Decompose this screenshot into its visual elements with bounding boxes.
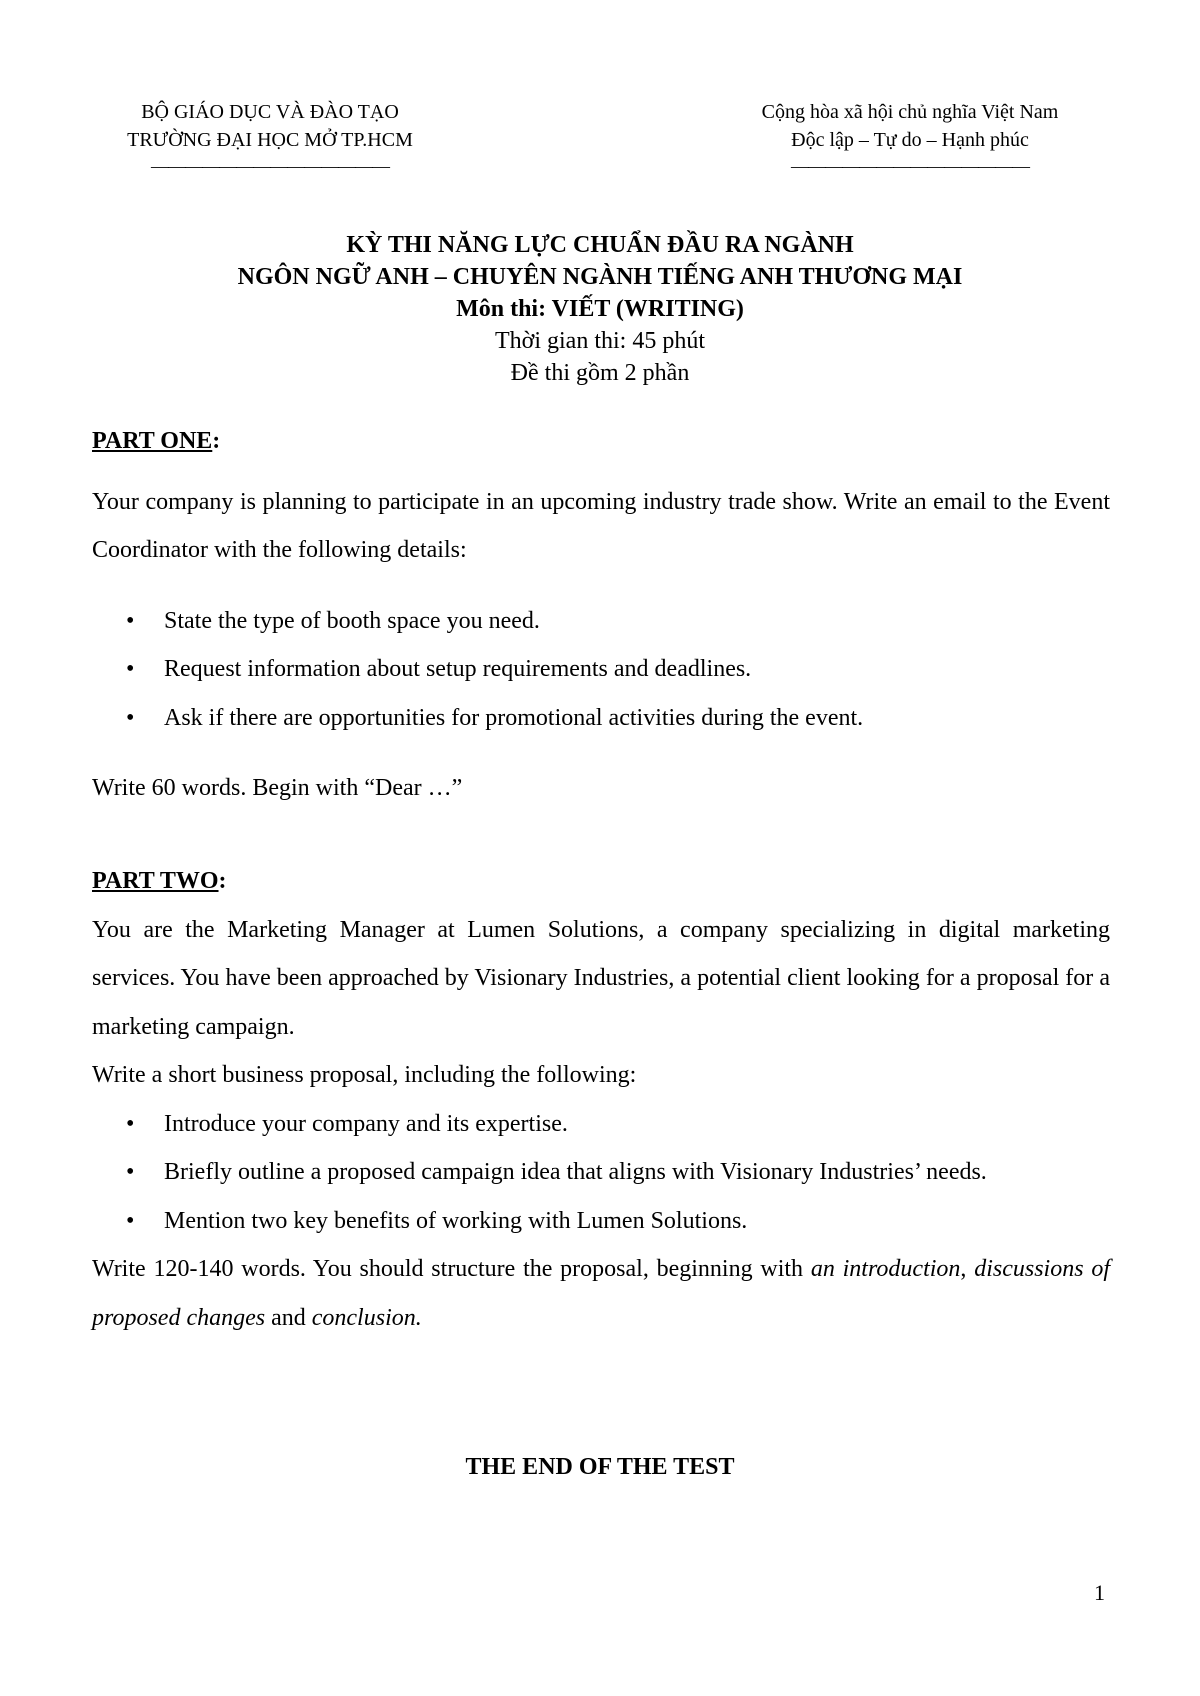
part-two-heading: PART TWO: bbox=[92, 868, 227, 894]
ministry-header bbox=[60, 98, 480, 178]
exam-duration: Thời gian thi: 45 phút bbox=[494, 328, 705, 354]
bullet-icon: • bbox=[126, 656, 135, 682]
bullet-icon: • bbox=[126, 607, 135, 634]
part-two-lead: Write a short business proposal, including the following: bbox=[92, 1062, 637, 1088]
ministry-name: BỘ GIÁO DỤC VÀ ĐÀO TẠO bbox=[141, 101, 399, 123]
list-item: • Request information about setup requirements and deadlines. bbox=[92, 645, 1110, 694]
exam-subject: Môn thi: VIẾT (WRITING) bbox=[456, 296, 744, 322]
ministry-divider: —————————————— bbox=[151, 156, 389, 176]
bullet-icon: • bbox=[126, 1159, 135, 1185]
part-two-instruction: Write 120-140 words. You should structure the proposal, beginning with an introduction, discussions of proposed changes and conclusion. bbox=[92, 1256, 1111, 1331]
list-item: • State the type of booth space you need. bbox=[92, 597, 1110, 646]
page-number: 1 bbox=[1094, 1580, 1105, 1605]
exam-title-block bbox=[0, 229, 1200, 389]
list-item: • Introduce your company and its expertise. bbox=[92, 1100, 1110, 1149]
part-one-heading: PART ONE: bbox=[92, 428, 221, 454]
part-one-intro: Your company is planning to participate in an upcoming industry trade show. Write an email to the Event Coordinator with the following details: bbox=[92, 488, 1110, 563]
exam-major: NGÔN NGỮ ANH – CHUYÊN NGÀNH TIẾNG ANH THƯƠNG MẠI bbox=[237, 264, 963, 290]
republic-motto: Độc lập – Tự do – Hạnh phúc bbox=[791, 129, 1029, 151]
part-two-section bbox=[92, 857, 1110, 1342]
bullet-icon: • bbox=[126, 1110, 135, 1137]
list-item: • Ask if there are opportunities for promotional activities during the event. bbox=[92, 694, 1110, 743]
list-item: • Mention two key benefits of working with Lumen Solutions. bbox=[92, 1197, 1110, 1246]
list-item: • Briefly outline a proposed campaign idea that aligns with Visionary Industries’ needs. bbox=[92, 1148, 1110, 1197]
part-one-bullets bbox=[92, 597, 1110, 743]
end-of-test: THE END OF THE TEST bbox=[465, 1454, 735, 1480]
bullet-icon: • bbox=[126, 1207, 135, 1234]
exam-parts: Đề thi gồm 2 phần bbox=[510, 360, 690, 386]
exam-title: KỲ THI NĂNG LỰC CHUẨN ĐẦU RA NGÀNH bbox=[346, 232, 854, 258]
republic-header bbox=[690, 98, 1130, 178]
part-one-section bbox=[92, 417, 1110, 813]
university-name: TRƯỜNG ĐẠI HỌC MỞ TP.HCM bbox=[127, 129, 413, 151]
republic-divider: —————————————— bbox=[791, 156, 1029, 176]
part-one-instruction: Write 60 words. Begin with “Dear …” bbox=[92, 775, 463, 801]
bullet-icon: • bbox=[126, 704, 135, 731]
part-two-bullets bbox=[92, 1100, 1110, 1246]
part-two-intro: You are the Marketing Manager at Lumen Solutions, a company specializing in digital marketing services. You have been approached by Visionary Industries, a potential client looking for a proposal for a marketing campaign. bbox=[92, 916, 1110, 1040]
republic-name: Cộng hòa xã hội chủ nghĩa Việt Nam bbox=[761, 101, 1059, 123]
